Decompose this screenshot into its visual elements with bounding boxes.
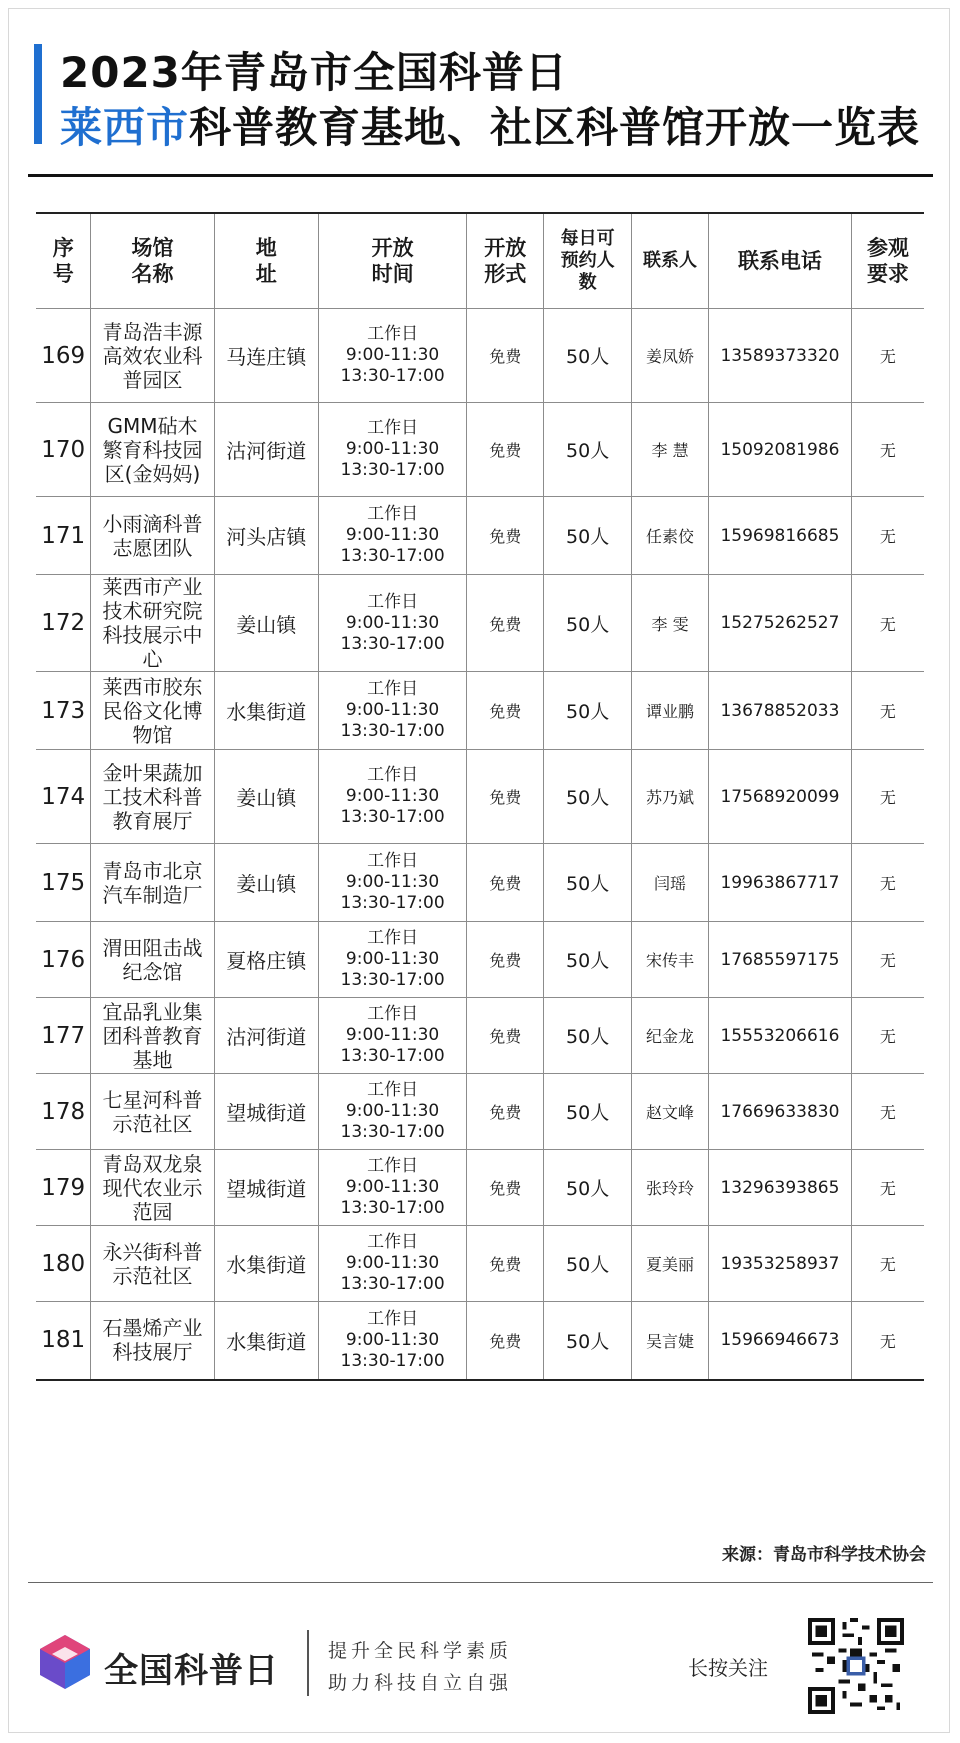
table-row <box>36 922 924 998</box>
table-row <box>36 1226 924 1302</box>
cell-capacity: 50人 <box>544 575 632 672</box>
cell-capacity: 50人 <box>544 1302 632 1380</box>
cell-address: 姜山镇 <box>214 575 318 672</box>
cell-contact: 张玲玲 <box>632 1150 709 1226</box>
source-note: 来源：青岛市科学技术协会 <box>722 1545 926 1565</box>
table-row <box>36 1074 924 1150</box>
cell-capacity: 50人 <box>544 922 632 998</box>
cell-requirement: 无 <box>851 1074 924 1150</box>
cell-capacity: 50人 <box>544 1074 632 1150</box>
cell-venue-name: 青岛双龙泉现代农业示范园 <box>91 1150 214 1226</box>
cell-capacity: 50人 <box>544 750 632 844</box>
table-header-row <box>36 213 924 309</box>
header-name: 场馆名称 <box>91 213 214 309</box>
cell-venue-name: 莱西市产业技术研究院科技展示中心 <box>91 575 214 672</box>
cell-open-time <box>318 1226 466 1302</box>
time-day: 工作日 <box>367 851 419 871</box>
time-pm: 13:30-17:00 <box>340 721 445 741</box>
cell-address: 夏格庄镇 <box>214 922 318 998</box>
table-row <box>36 403 924 497</box>
time-day: 工作日 <box>367 418 419 438</box>
qr-code-icon[interactable] <box>808 1618 904 1714</box>
cell-phone[interactable]: 17568920099 <box>709 750 852 844</box>
table-body <box>36 309 924 1380</box>
cell-open-form: 免费 <box>467 1074 544 1150</box>
cell-no: 178 <box>36 1074 91 1150</box>
time-day: 工作日 <box>367 928 419 948</box>
cell-requirement: 无 <box>851 1302 924 1380</box>
cell-open-time <box>318 844 466 922</box>
footer-vertical-divider <box>307 1630 309 1696</box>
cell-phone[interactable]: 17669633830 <box>709 1074 852 1150</box>
time-day: 工作日 <box>367 679 419 699</box>
cell-venue-name: 永兴街科普示范社区 <box>91 1226 214 1302</box>
cell-venue-name: GMM砧木繁育科技园区(金妈妈) <box>91 403 214 497</box>
cell-open-time <box>318 750 466 844</box>
header-address: 地址 <box>214 213 318 309</box>
cell-address: 姜山镇 <box>214 844 318 922</box>
table-row <box>36 575 924 672</box>
cell-requirement: 无 <box>851 497 924 575</box>
title-city-highlight: 莱西市 <box>60 103 190 152</box>
time-am: 9:00-11:30 <box>345 1025 440 1045</box>
cell-requirement: 无 <box>851 575 924 672</box>
cell-contact: 纪金龙 <box>632 998 709 1074</box>
time-day: 工作日 <box>367 324 419 344</box>
cell-no: 175 <box>36 844 91 922</box>
cell-capacity: 50人 <box>544 1226 632 1302</box>
table-row <box>36 750 924 844</box>
footer-brand: 全国科普日 <box>104 1651 279 1691</box>
cell-no: 181 <box>36 1302 91 1380</box>
cell-phone[interactable]: 19963867717 <box>709 844 852 922</box>
cell-venue-name: 小雨滴科普志愿团队 <box>91 497 214 575</box>
cell-open-form: 免费 <box>467 844 544 922</box>
cell-open-form: 免费 <box>467 403 544 497</box>
cell-contact: 李 雯 <box>632 575 709 672</box>
cell-capacity: 50人 <box>544 497 632 575</box>
title-divider <box>28 174 933 177</box>
time-am: 9:00-11:30 <box>345 1253 440 1273</box>
header-no: 序号 <box>36 213 91 309</box>
table-row <box>36 1150 924 1226</box>
cell-capacity: 50人 <box>544 403 632 497</box>
cell-open-form: 免费 <box>467 998 544 1074</box>
header-capacity: 每日可预约人数 <box>544 213 632 309</box>
header-phone: 联系电话 <box>709 213 852 309</box>
time-pm: 13:30-17:00 <box>340 633 445 654</box>
time-pm: 13:30-17:00 <box>340 366 445 386</box>
time-am: 9:00-11:30 <box>345 872 440 892</box>
table-row <box>36 844 924 922</box>
table-row <box>36 497 924 575</box>
header-time: 开放时间 <box>318 213 466 309</box>
cell-capacity: 50人 <box>544 998 632 1074</box>
cell-open-time <box>318 922 466 998</box>
cell-venue-name: 七星河科普示范社区 <box>91 1074 214 1150</box>
cell-capacity: 50人 <box>544 672 632 750</box>
cell-open-time <box>318 1074 466 1150</box>
cell-open-form: 免费 <box>467 750 544 844</box>
table-row <box>36 998 924 1074</box>
cell-requirement: 无 <box>851 403 924 497</box>
cell-open-form: 免费 <box>467 497 544 575</box>
time-pm: 13:30-17:00 <box>340 460 445 480</box>
cell-open-form: 免费 <box>467 1150 544 1226</box>
cell-address: 沽河街道 <box>214 998 318 1074</box>
time-pm: 13:30-17:00 <box>340 807 445 827</box>
cell-no: 170 <box>36 403 91 497</box>
time-day: 工作日 <box>367 1080 419 1100</box>
cell-contact: 赵文峰 <box>632 1074 709 1150</box>
cell-phone[interactable]: 15966946673 <box>709 1302 852 1380</box>
cell-capacity: 50人 <box>544 844 632 922</box>
cell-contact: 苏乃斌 <box>632 750 709 844</box>
cell-no: 177 <box>36 998 91 1074</box>
cell-open-time <box>318 497 466 575</box>
cell-no: 180 <box>36 1226 91 1302</box>
cell-venue-name: 渭田阻击战纪念馆 <box>91 922 214 998</box>
cell-open-form: 免费 <box>467 1302 544 1380</box>
time-pm: 13:30-17:00 <box>340 1350 445 1371</box>
cell-contact: 任素佼 <box>632 497 709 575</box>
cell-contact: 夏美丽 <box>632 1226 709 1302</box>
cell-venue-name: 石墨烯产业科技展厅 <box>91 1302 214 1380</box>
time-day: 工作日 <box>367 504 419 524</box>
cell-phone[interactable]: 13589373320 <box>709 309 852 403</box>
cell-contact: 吴言婕 <box>632 1302 709 1380</box>
header-contact: 联系人 <box>632 213 709 309</box>
time-day: 工作日 <box>367 1308 419 1329</box>
cell-open-form: 免费 <box>467 1226 544 1302</box>
time-am: 9:00-11:30 <box>345 612 440 633</box>
cell-requirement: 无 <box>851 750 924 844</box>
cell-open-time <box>318 998 466 1074</box>
time-pm: 13:30-17:00 <box>340 1198 445 1218</box>
cell-open-time <box>318 309 466 403</box>
cell-requirement: 无 <box>851 309 924 403</box>
cell-venue-name: 青岛浩丰源高效农业科普园区 <box>91 309 214 403</box>
time-pm: 13:30-17:00 <box>340 970 445 990</box>
time-day: 工作日 <box>367 1004 419 1024</box>
time-am: 9:00-11:30 <box>345 786 440 806</box>
slogan-line1: 提升全民科学素质 <box>328 1640 513 1662</box>
cell-open-time <box>318 1302 466 1380</box>
cell-address: 河头店镇 <box>214 497 318 575</box>
cell-phone[interactable]: 15275262527 <box>709 575 852 672</box>
cell-no: 169 <box>36 309 91 403</box>
cell-contact: 宋传丰 <box>632 922 709 998</box>
cell-phone[interactable]: 13296393865 <box>709 1150 852 1226</box>
cell-open-time <box>318 575 466 672</box>
time-pm: 13:30-17:00 <box>340 1046 445 1066</box>
cell-phone[interactable]: 15969816685 <box>709 497 852 575</box>
page-title-line2 <box>60 95 920 155</box>
cell-address: 望城街道 <box>214 1074 318 1150</box>
cell-venue-name: 青岛市北京汽车制造厂 <box>91 844 214 922</box>
time-day: 工作日 <box>367 1156 419 1176</box>
cell-no: 171 <box>36 497 91 575</box>
cell-requirement: 无 <box>851 1226 924 1302</box>
cell-open-form: 免费 <box>467 575 544 672</box>
cell-venue-name: 宜品乳业集团科普教育基地 <box>91 998 214 1074</box>
time-pm: 13:30-17:00 <box>340 546 445 566</box>
cell-address: 马连庄镇 <box>214 309 318 403</box>
title-line2-rest: 科普教育基地、社区科普馆开放一览表 <box>189 103 921 152</box>
cell-contact: 姜凤娇 <box>632 309 709 403</box>
cell-phone[interactable]: 17685597175 <box>709 922 852 998</box>
time-day: 工作日 <box>367 591 419 612</box>
cell-no: 174 <box>36 750 91 844</box>
time-am: 9:00-11:30 <box>345 525 440 545</box>
cell-capacity: 50人 <box>544 309 632 403</box>
cell-requirement: 无 <box>851 672 924 750</box>
cell-address: 水集街道 <box>214 1302 318 1380</box>
cell-no: 176 <box>36 922 91 998</box>
cell-open-time <box>318 672 466 750</box>
cell-contact: 谭业鹏 <box>632 672 709 750</box>
follow-prompt: 长按关注 <box>688 1656 768 1680</box>
science-day-logo-icon <box>36 1633 94 1691</box>
cell-requirement: 无 <box>851 998 924 1074</box>
cell-no: 172 <box>36 575 91 672</box>
cell-contact: 李 慧 <box>632 403 709 497</box>
cell-no: 179 <box>36 1150 91 1226</box>
time-pm: 13:30-17:00 <box>340 1122 445 1142</box>
time-pm: 13:30-17:00 <box>340 893 445 913</box>
cell-open-form: 免费 <box>467 309 544 403</box>
cell-address: 望城街道 <box>214 1150 318 1226</box>
time-am: 9:00-11:30 <box>345 1329 440 1350</box>
time-day: 工作日 <box>367 1232 419 1252</box>
cell-contact: 闫瑶 <box>632 844 709 922</box>
cell-phone[interactable]: 13678852033 <box>709 672 852 750</box>
title-accent-bar <box>34 44 42 144</box>
time-am: 9:00-11:30 <box>345 1101 440 1121</box>
header-form: 开放形式 <box>467 213 544 309</box>
cell-venue-name: 金叶果蔬加工技术科普教育展厅 <box>91 750 214 844</box>
cell-address: 沽河街道 <box>214 403 318 497</box>
cell-venue-name: 莱西市胶东民俗文化博物馆 <box>91 672 214 750</box>
cell-address: 水集街道 <box>214 1226 318 1302</box>
cell-phone[interactable]: 19353258937 <box>709 1226 852 1302</box>
footer-divider <box>28 1582 933 1583</box>
table-row <box>36 309 924 403</box>
time-day: 工作日 <box>367 765 419 785</box>
cell-requirement: 无 <box>851 844 924 922</box>
cell-open-time <box>318 403 466 497</box>
cell-requirement: 无 <box>851 922 924 998</box>
time-am: 9:00-11:30 <box>345 345 440 365</box>
page-title-line1: 2023年青岛市全国科普日 <box>60 48 568 97</box>
cell-phone[interactable]: 15092081986 <box>709 403 852 497</box>
time-am: 9:00-11:30 <box>345 700 440 720</box>
table-row <box>36 672 924 750</box>
cell-open-form: 免费 <box>467 922 544 998</box>
table-row <box>36 1302 924 1380</box>
cell-phone[interactable]: 15553206616 <box>709 998 852 1074</box>
cell-no: 173 <box>36 672 91 750</box>
venue-table <box>36 212 924 1381</box>
header-requirement: 参观要求 <box>851 213 924 309</box>
time-pm: 13:30-17:00 <box>340 1274 445 1294</box>
time-am: 9:00-11:30 <box>345 439 440 459</box>
cell-open-form: 免费 <box>467 672 544 750</box>
time-am: 9:00-11:30 <box>345 949 440 969</box>
cell-capacity: 50人 <box>544 1150 632 1226</box>
time-am: 9:00-11:30 <box>345 1177 440 1197</box>
cell-requirement: 无 <box>851 1150 924 1226</box>
cell-open-time <box>318 1150 466 1226</box>
slogan-line2: 助力科技自立自强 <box>328 1672 513 1694</box>
cell-address: 姜山镇 <box>214 750 318 844</box>
cell-address: 水集街道 <box>214 672 318 750</box>
